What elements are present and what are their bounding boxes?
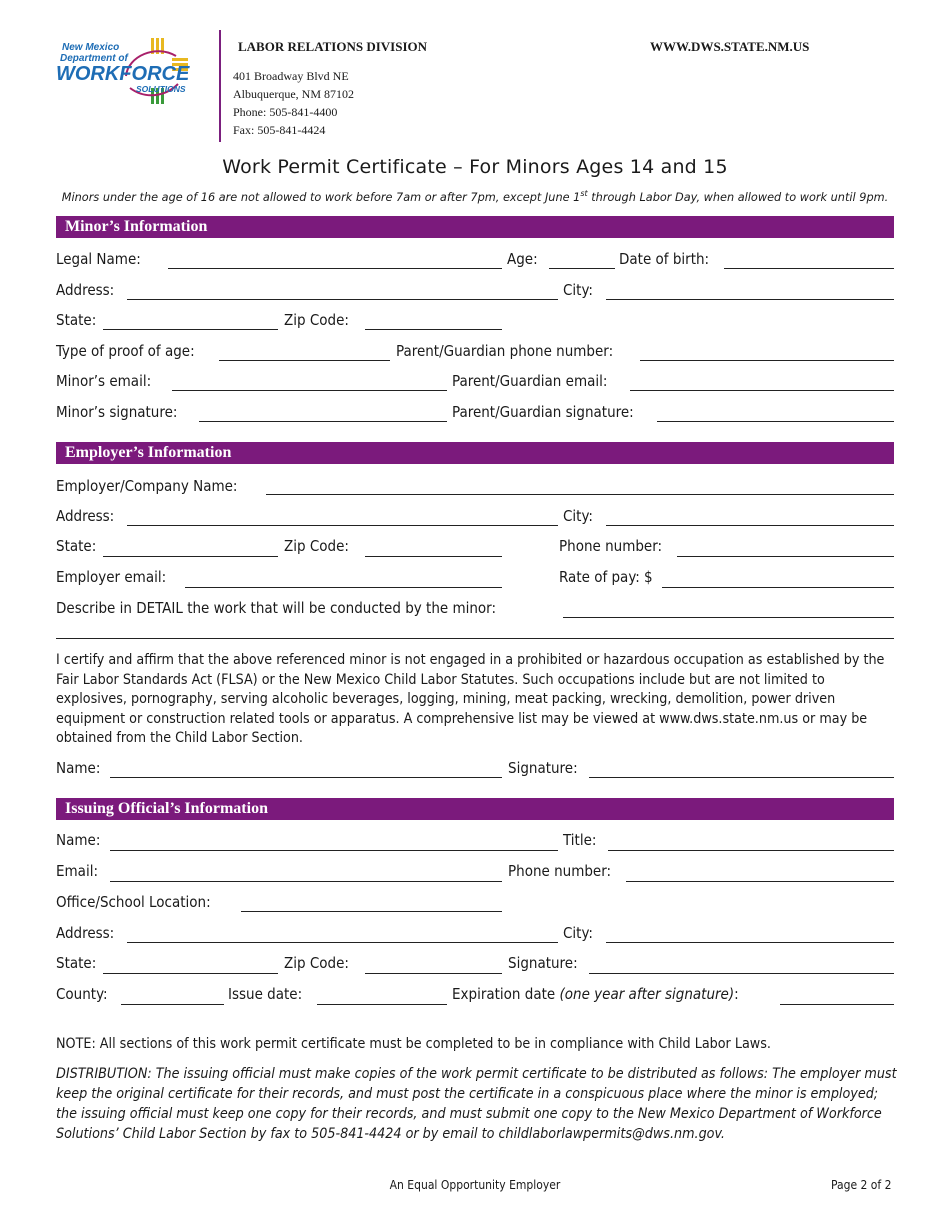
minor-email-label: Minor’s email:: [56, 372, 152, 390]
official-phone-label: Phone number:: [508, 862, 612, 880]
certification-text: I certify and affirm that the above referenced minor is not engaged in a prohibited or hazardous occupation as established by the Fair Labor Standards Act (FLSA) or the New Mexico Child Labor Statutes. Such occupations include but are not limited to explosives, pornography, serving alcoholic beverages, logging, mining, meat packing, wrecking, demolition, power driven equipment or construction related tools or apparatus. A comprehensive list may be viewed at www.dws.state.nm.us or may be obtained from the Child Labor Section.: [56, 652, 885, 747]
minor-signature-label: Minor’s signature:: [56, 403, 178, 421]
address-line: Albuquerque, NM 87102: [233, 87, 354, 101]
website: WWW.DWS.STATE.NM.US: [650, 39, 810, 54]
guardian-email-field[interactable]: [630, 390, 894, 391]
employer-city-field[interactable]: [606, 525, 894, 526]
division-name: LABOR RELATIONS DIVISION: [238, 39, 428, 54]
official-signature-field[interactable]: [589, 973, 894, 974]
rate-of-pay-field[interactable]: [662, 587, 894, 588]
county-field[interactable]: [121, 1004, 224, 1005]
certify-name-label: Name:: [56, 759, 101, 777]
header-divider: [219, 30, 221, 142]
employer-zip-label: Zip Code:: [284, 537, 349, 555]
age-label: Age:: [507, 250, 538, 268]
expiration-date-label: Expiration date (one year after signature):: [452, 985, 739, 1003]
official-signature-label: Signature:: [508, 954, 578, 972]
address-line: 401 Broadway Blvd NE: [233, 69, 349, 83]
state-field[interactable]: [103, 329, 278, 330]
official-phone-field[interactable]: [626, 881, 894, 882]
rate-of-pay-label: Rate of pay: $: [559, 568, 653, 586]
legal-name-field[interactable]: [168, 268, 502, 269]
issue-date-label: Issue date:: [228, 985, 303, 1003]
legal-name-label: Legal Name:: [56, 250, 141, 268]
official-email-label: Email:: [56, 862, 98, 880]
employer-address-label: Address:: [56, 507, 115, 525]
describe-work-label: Describe in DETAIL the work that will be conducted by the minor:: [56, 599, 497, 617]
describe-work-field[interactable]: [563, 617, 894, 618]
employer-city-label: City:: [563, 507, 593, 525]
issue-date-field[interactable]: [317, 1004, 447, 1005]
section-header-official: Issuing Official’s Information: [56, 798, 894, 820]
official-zip-field[interactable]: [365, 973, 502, 974]
distribution-note: DISTRIBUTION: The issuing official must make copies of the work permit certificate to be distributed as follows: The employer must keep the original certificate for their records, and must post the certificate in a conspicuous place where the minor is employed; the issuing official must keep one copy for their records, and must submit one copy to the New Mexico Department of Workforce Solutions’ Child Labor Section by fax to 505-841-4424 or by email to childlaborlawpermits@dws.nm.gov.: [56, 1066, 897, 1142]
employer-email-field[interactable]: [185, 587, 502, 588]
official-address-label: Address:: [56, 924, 115, 942]
zip-field[interactable]: [365, 329, 502, 330]
employer-email-label: Employer email:: [56, 568, 167, 586]
official-name-field[interactable]: [110, 850, 558, 851]
city-field[interactable]: [606, 299, 894, 300]
logo-line-1: New Mexico: [62, 42, 120, 53]
official-zip-label: Zip Code:: [284, 954, 349, 972]
official-city-label: City:: [563, 924, 593, 942]
proof-of-age-label: Type of proof of age:: [56, 342, 195, 360]
office-location-label: Office/School Location:: [56, 893, 211, 911]
city-label: City:: [563, 281, 593, 299]
logo-line-3: WORKFORCE: [56, 63, 190, 85]
minor-email-field[interactable]: [172, 390, 447, 391]
official-name-label: Name:: [56, 831, 101, 849]
expiration-date-field[interactable]: [780, 1004, 894, 1005]
fax-line: Fax: 505-841-4424: [233, 123, 326, 137]
guardian-phone-field[interactable]: [640, 360, 894, 361]
logo-line-2: Department of: [60, 53, 128, 64]
official-state-field[interactable]: [103, 973, 278, 974]
nm-workforce-logo: [56, 36, 206, 112]
employer-phone-field[interactable]: [677, 556, 894, 557]
county-label: County:: [56, 985, 108, 1003]
guardian-signature-label: Parent/Guardian signature:: [452, 403, 634, 421]
employer-state-label: State:: [56, 537, 97, 555]
company-name-label: Employer/Company Name:: [56, 477, 238, 495]
section-header-employer: Employer’s Information: [56, 442, 894, 464]
age-field[interactable]: [549, 268, 615, 269]
describe-work-field-2[interactable]: [56, 638, 894, 639]
employer-phone-label: Phone number:: [559, 537, 663, 555]
certify-name-field[interactable]: [110, 777, 502, 778]
compliance-note: NOTE: All sections of this work permit certificate must be completed to be in compliance with Child Labor Laws.: [56, 1036, 771, 1052]
zip-label: Zip Code:: [284, 311, 349, 329]
employer-state-field[interactable]: [103, 556, 278, 557]
form-title: Work Permit Certificate – For Minors Ages 14 and 15: [222, 156, 728, 178]
official-email-field[interactable]: [110, 881, 502, 882]
phone-line: Phone: 505-841-4400: [233, 105, 338, 119]
proof-of-age-field[interactable]: [219, 360, 390, 361]
office-location-field[interactable]: [241, 911, 502, 912]
dob-field[interactable]: [724, 268, 894, 269]
official-title-label: Title:: [563, 831, 597, 849]
certify-signature-label: Signature:: [508, 759, 578, 777]
minor-signature-field[interactable]: [199, 421, 447, 422]
official-city-field[interactable]: [606, 942, 894, 943]
footer-eoe: An Equal Opportunity Employer: [389, 1178, 561, 1192]
guardian-signature-field[interactable]: [657, 421, 894, 422]
official-address-field[interactable]: [127, 942, 558, 943]
guardian-phone-label: Parent/Guardian phone number:: [396, 342, 614, 360]
official-state-label: State:: [56, 954, 97, 972]
page-number: Page 2 of 2: [831, 1178, 892, 1192]
guardian-email-label: Parent/Guardian email:: [452, 372, 608, 390]
official-title-field[interactable]: [608, 850, 894, 851]
form-subtitle: Minors under the age of 16 are not allowed to work before 7am or after 7pm, except June 1st through Labor Day, when allowed to work until 9pm.: [61, 189, 889, 204]
section-header-minor: Minor’s Information: [56, 216, 894, 238]
logo-line-4: SOLUTIONS: [136, 84, 186, 94]
certify-signature-field[interactable]: [589, 777, 894, 778]
company-name-field[interactable]: [266, 494, 894, 495]
dob-label: Date of birth:: [619, 250, 710, 268]
address-field[interactable]: [127, 299, 558, 300]
address-label: Address:: [56, 281, 115, 299]
state-label: State:: [56, 311, 97, 329]
employer-zip-field[interactable]: [365, 556, 502, 557]
employer-address-field[interactable]: [127, 525, 558, 526]
